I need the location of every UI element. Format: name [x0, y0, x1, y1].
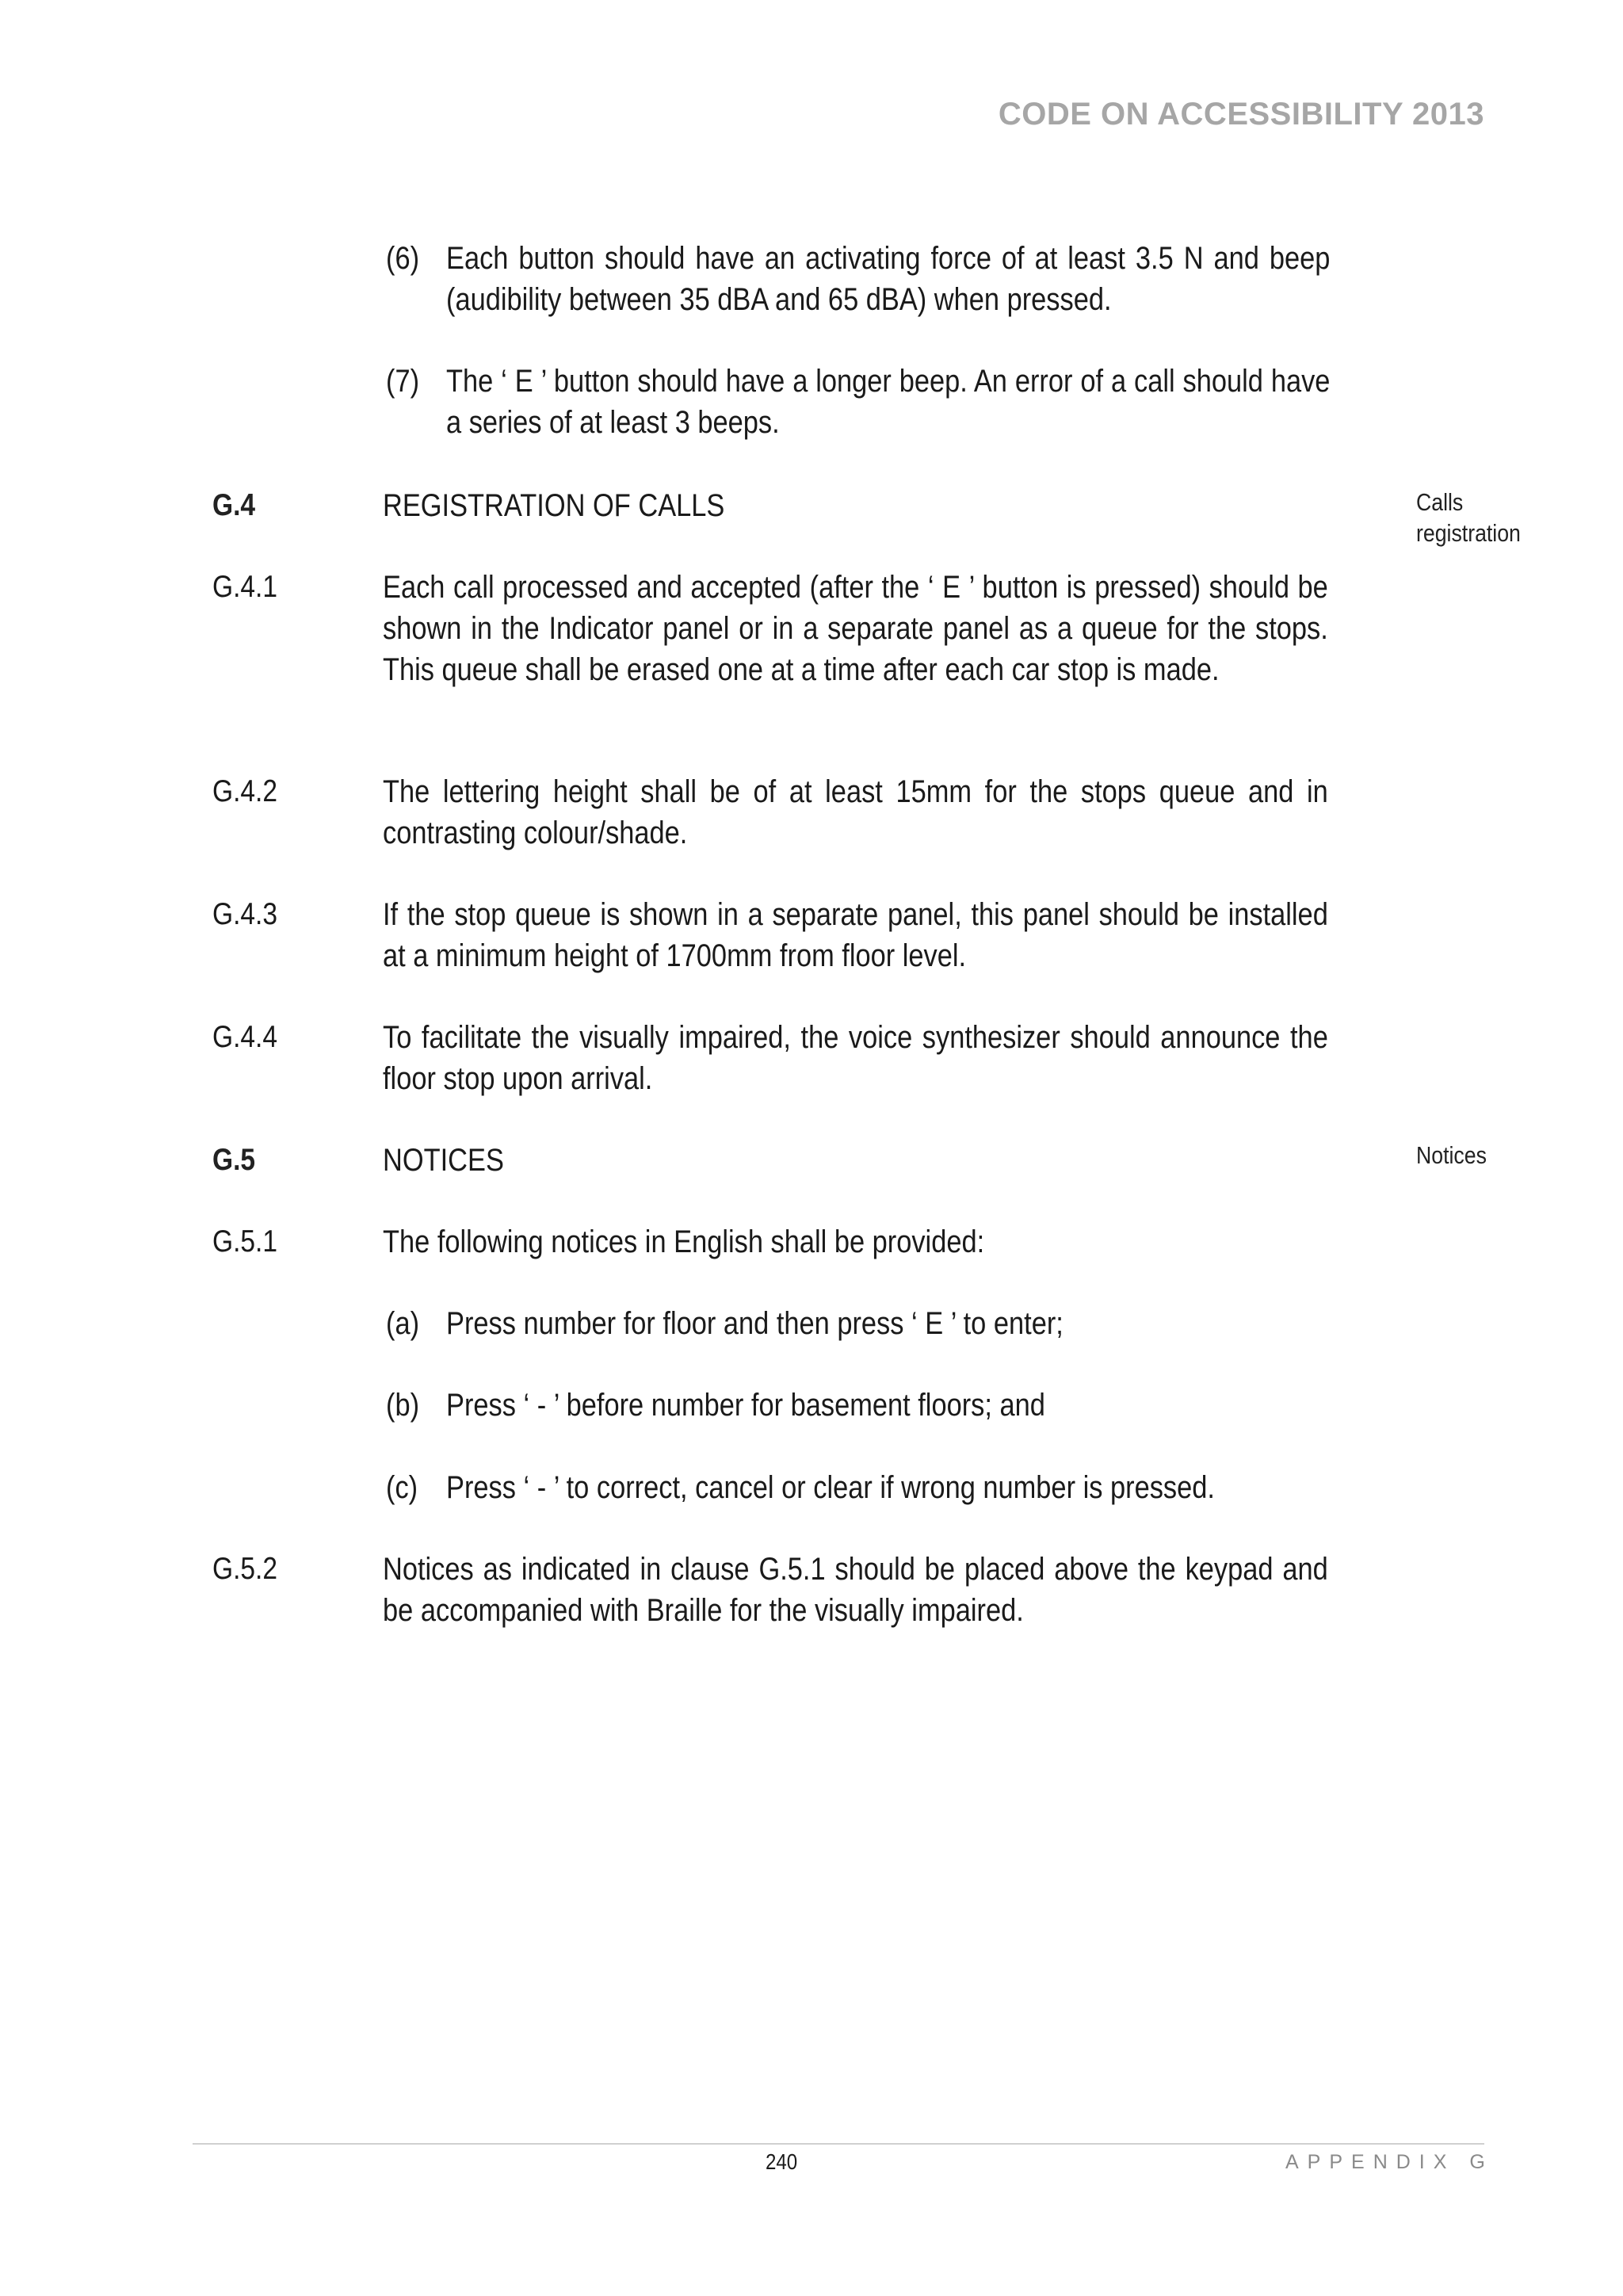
list-item-text: Press ‘ - ’ before number for basement floors; and [446, 1388, 1045, 1423]
clause-text: The following notices in English shall be provided: [383, 1224, 985, 1259]
document-header-title: CODE ON ACCESSIBILITY 2013 [998, 97, 1484, 132]
clause-text: Each call processed and accepted (after the ‘ E ’ button is pressed) should be shown in the Indicator panel or in a separate panel as a queue for the stops. This queue shall be erased one at a time after each car stop is made. [383, 570, 1328, 687]
clause-text: To facilitate the visually impaired, the voice synthesizer should announce the floor stop upon arrival. [383, 1020, 1328, 1096]
section-number: G.5 [212, 1143, 256, 1177]
clause-number: G.4.1 [212, 570, 278, 604]
list-item-text: Each button should have an activating force of at least 3.5 N and beep (audibility between 35 dBA and 65 dBA) when pressed. [446, 241, 1331, 317]
list-item-label: (6) [386, 241, 420, 276]
clause-text: Notices as indicated in clause G.5.1 should be placed above the keypad and be accompanied with Braille for the visually impaired. [383, 1552, 1328, 1628]
clause-text: If the stop queue is shown in a separate panel, this panel should be installed at a minimum height of 1700mm from floor level. [383, 897, 1328, 973]
clause-number: G.4.2 [212, 774, 278, 808]
margin-note-notices: Notices [1416, 1141, 1487, 1169]
margin-note-calls-registration: Calls registration [1416, 488, 1521, 547]
clause-number: G.4.4 [212, 1020, 278, 1054]
clause-text: The lettering height shall be of at least 15mm for the stops queue and in contrasting colour/shade. [383, 774, 1328, 850]
list-item-text: Press number for floor and then press ‘ E ’ to enter; [446, 1306, 1064, 1341]
list-item-text: Press ‘ - ’ to correct, cancel or clear if wrong number is pressed. [446, 1470, 1215, 1505]
list-item-label: (c) [386, 1470, 418, 1505]
clause-number: G.5.2 [212, 1552, 278, 1586]
clause-number: G.4.3 [212, 897, 278, 931]
list-item-label: (a) [386, 1306, 420, 1341]
footer-divider [193, 2143, 1484, 2145]
section-number: G.4 [212, 488, 256, 522]
list-item-label: (7) [386, 364, 420, 399]
list-item-text: The ‘ E ’ button should have a longer beep. An error of a call should have a series of at least 3 beeps. [446, 364, 1331, 440]
footer-appendix-label: APPENDIX G [1285, 2151, 1494, 2173]
clause-number: G.5.1 [212, 1224, 278, 1259]
section-title: REGISTRATION OF CALLS [383, 488, 725, 523]
page-number: 240 [766, 2149, 798, 2174]
list-item-label: (b) [386, 1388, 420, 1423]
section-title: NOTICES [383, 1143, 504, 1178]
